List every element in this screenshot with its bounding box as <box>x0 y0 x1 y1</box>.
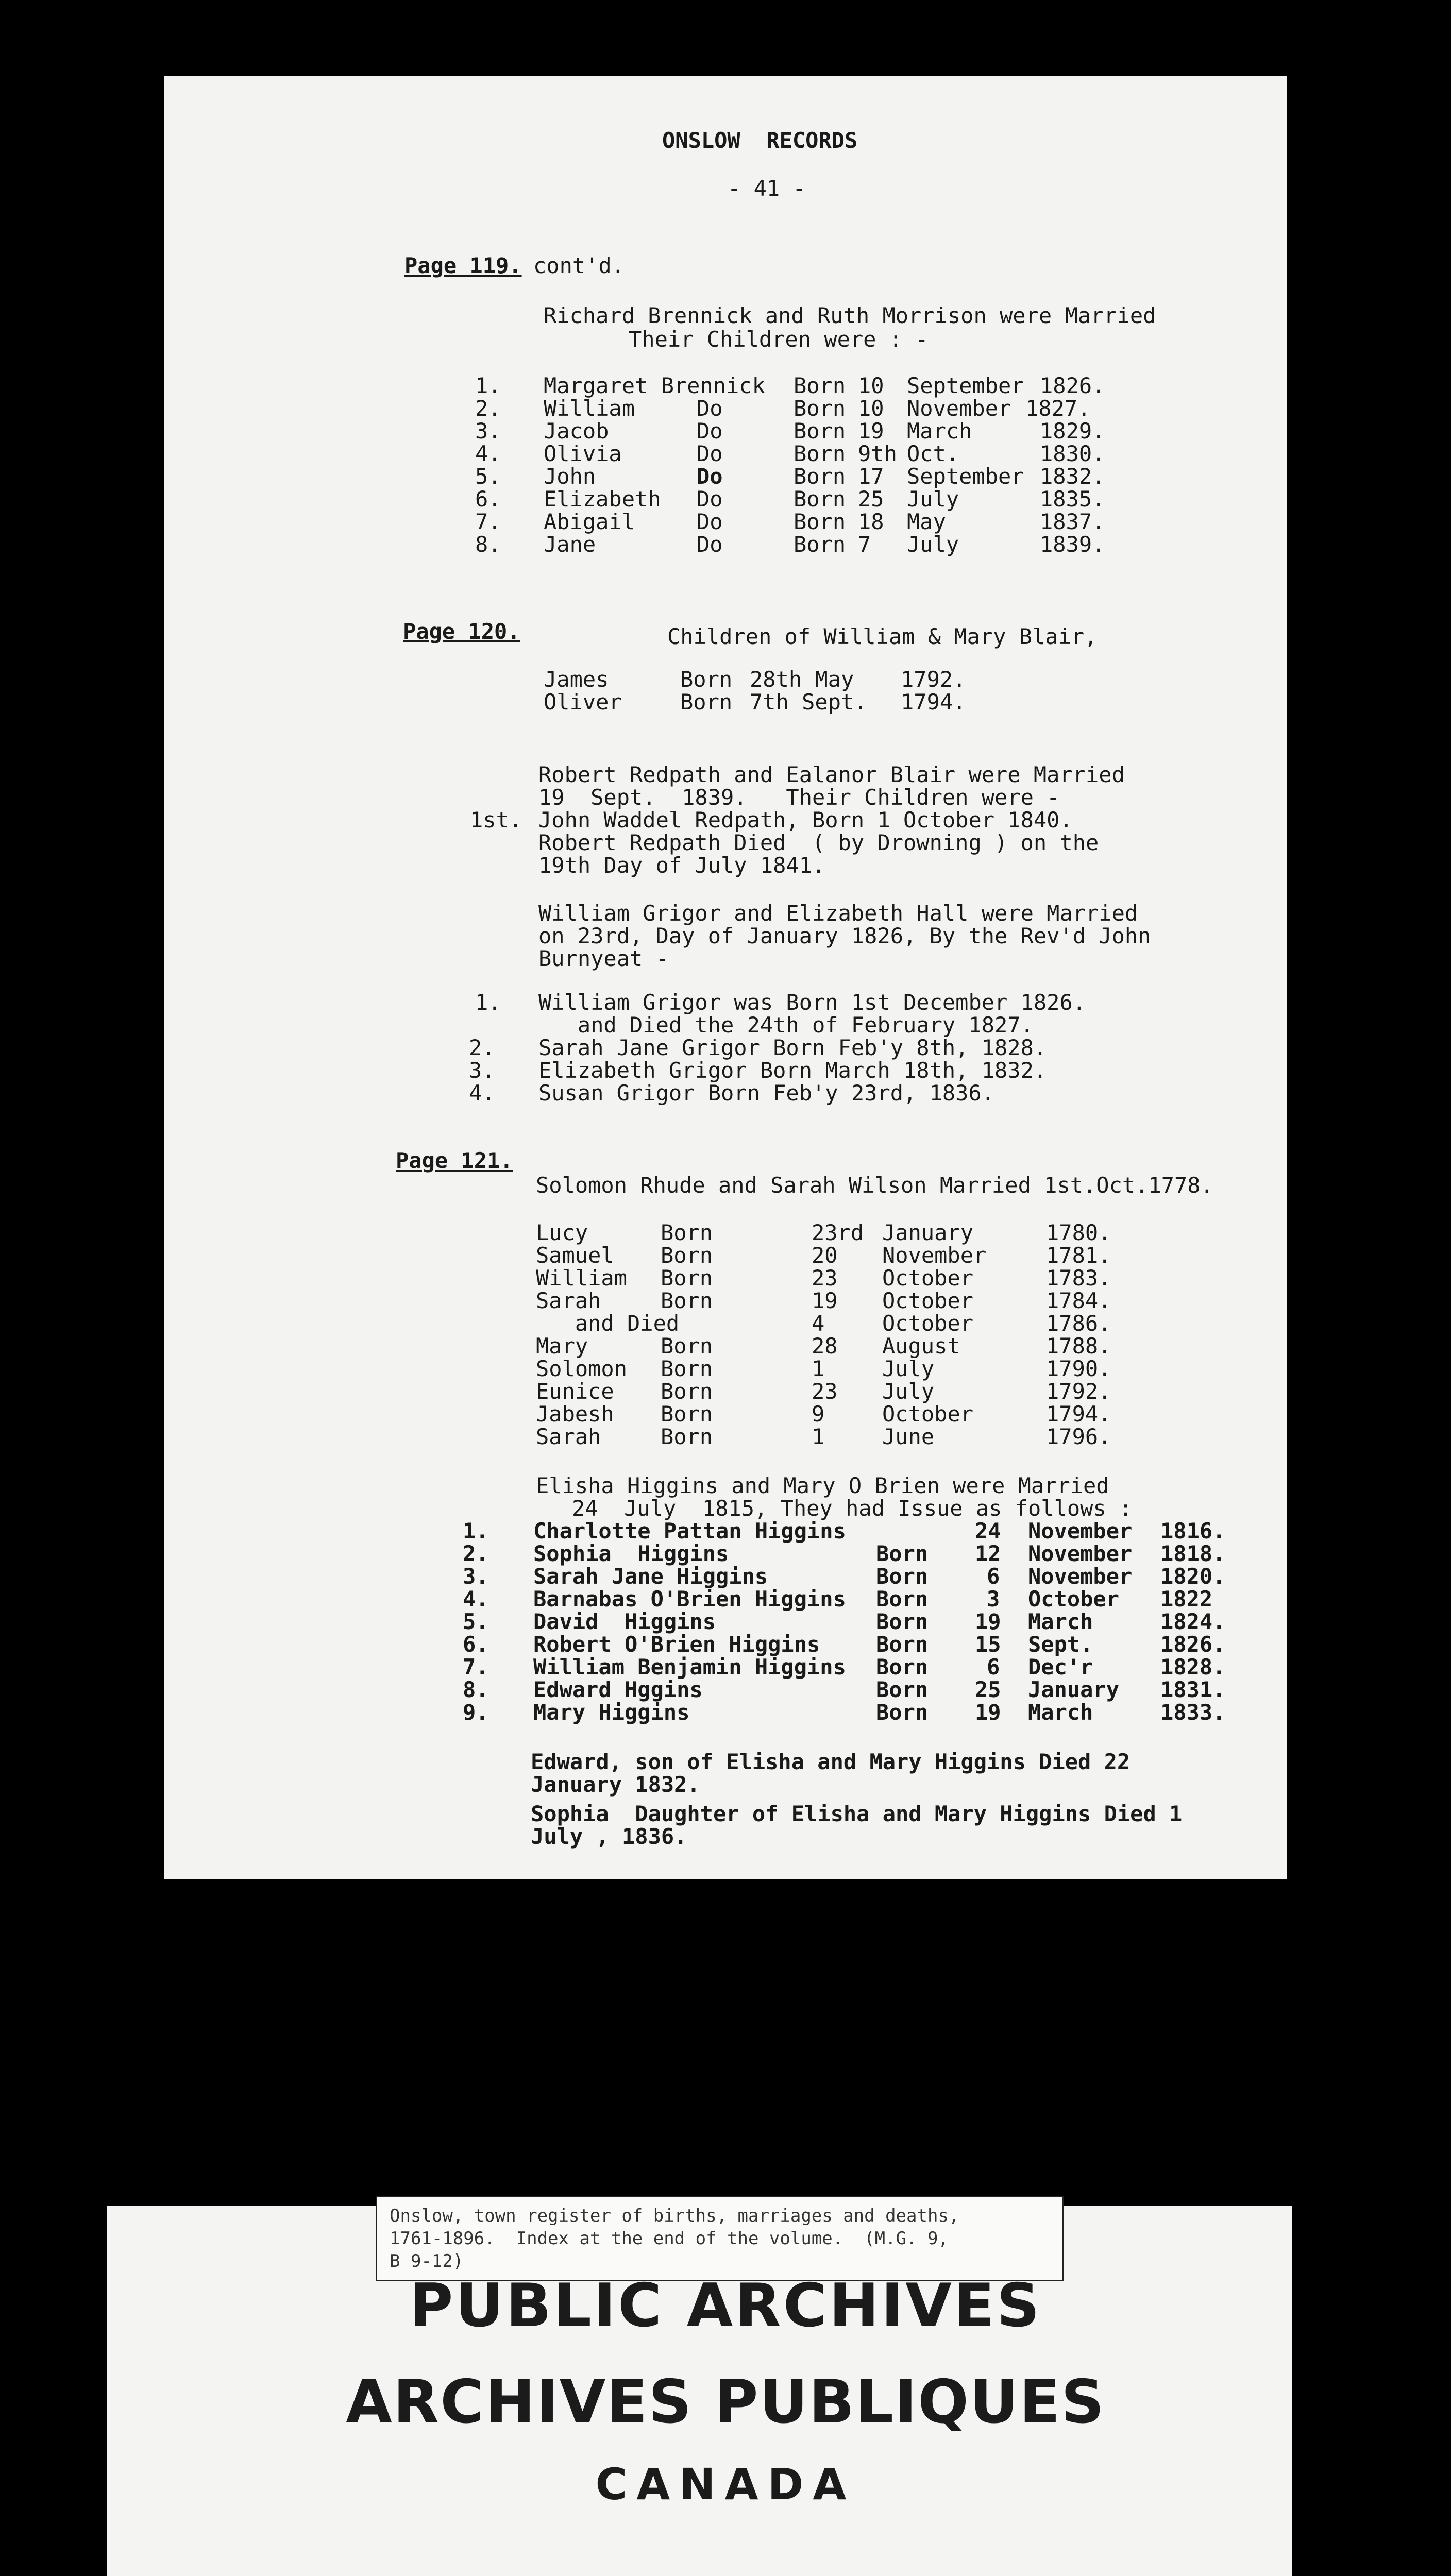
list-item-name: William <box>536 1265 628 1291</box>
list-item-name: Jabesh <box>536 1401 614 1427</box>
archives-country: CANADA <box>595 2459 856 2510</box>
list-item-born: Born <box>876 1564 929 1589</box>
list-item-name: Charlotte Pattan Higgins <box>533 1518 846 1544</box>
list-item-name: Abigail <box>544 509 635 534</box>
grigor-paragraph-line: on 23rd, Day of January 1826, By the Rev'd John <box>538 923 1151 948</box>
list-item-born: Born <box>876 1700 929 1725</box>
death-note-line: July , 1836. <box>531 1824 687 1849</box>
list-item-day: 19 <box>975 1609 1001 1634</box>
list-item-name: Olivia <box>544 441 622 466</box>
list-item-month: March <box>907 418 972 444</box>
slip-line: Onslow, town register of births, marriages and deaths, <box>390 2206 959 2226</box>
list-item-number: 5. <box>475 464 501 489</box>
list-item-number: 7. <box>475 509 501 534</box>
slip-line: B 9-12) <box>390 2251 464 2272</box>
list-item-name: William <box>544 396 635 421</box>
list-item-year: 1786. <box>1046 1311 1111 1336</box>
list-item-number: 2. <box>475 396 501 421</box>
list-item-ditto: Do <box>697 441 723 466</box>
death-note-line: Sophia Daughter of Elisha and Mary Higgins Died 1 <box>531 1801 1183 1826</box>
list-item-month: Sept. <box>1028 1632 1093 1657</box>
higgins-marriage-line: Elisha Higgins and Mary O Brien were Married <box>536 1473 1109 1498</box>
list-item-day: 24 <box>975 1518 1001 1544</box>
list-item-month: July <box>907 532 959 557</box>
list-item-number: 1. <box>463 1518 489 1544</box>
list-item-day: 25 <box>858 486 884 512</box>
list-item-number: 3. <box>475 418 501 444</box>
list-item-day: 10 <box>858 373 884 398</box>
list-item-ditto: Do <box>697 509 723 534</box>
redpath-paragraph-line: Robert Redpath Died ( by Drowning ) on the <box>538 830 1099 855</box>
list-item-year: 1837. <box>1040 509 1105 534</box>
list-item-number: 8. <box>475 532 501 557</box>
list-item-day: 25 <box>975 1677 1001 1702</box>
list-item-day: 19 <box>812 1288 838 1313</box>
list-item-year: 1824. <box>1160 1609 1226 1634</box>
list-item-name: Sarah <box>536 1288 601 1313</box>
list-item-name: Jane <box>544 532 596 557</box>
list-item-number: 4. <box>475 441 501 466</box>
list-item-name: Elizabeth <box>544 486 661 512</box>
list-item-month: October <box>882 1401 974 1427</box>
redpath-paragraph-line: 19 Sept. 1839. Their Children were - <box>538 785 1060 810</box>
list-item-name: Edward Hggins <box>533 1677 703 1702</box>
list-item-number: 5. <box>463 1609 489 1634</box>
list-item-born: Born <box>794 464 846 489</box>
list-item-name: Sophia Higgins <box>533 1541 729 1566</box>
list-item-month: Oct. <box>907 441 959 466</box>
list-item-day: 9 <box>812 1401 825 1427</box>
list-item-born: Born <box>876 1654 929 1680</box>
list-item-month: October <box>882 1288 974 1313</box>
page-119-label: Page 119. <box>404 253 522 278</box>
list-item-number: 6. <box>475 486 501 512</box>
list-item-name: Solomon <box>536 1356 628 1381</box>
list-item-name: Robert O'Brien Higgins <box>533 1632 820 1657</box>
list-item-day: 28 <box>812 1333 838 1359</box>
list-item-ditto: Do <box>697 418 723 444</box>
list-item-born: Born <box>794 532 846 557</box>
list-item-month: October <box>882 1265 974 1291</box>
list-item-number: 3. <box>463 1564 489 1589</box>
list-item-month: May <box>907 509 946 534</box>
rhude-marriage-line: Solomon Rhude and Sarah Wilson Married 1st.Oct.1778. <box>536 1173 1213 1198</box>
list-item-date: 28th May <box>750 667 854 692</box>
list-item-year: 1827. <box>1025 396 1091 421</box>
list-item-year: 1792. <box>1046 1379 1111 1404</box>
list-item-day: 6 <box>987 1564 1000 1589</box>
list-item-day: 17 <box>858 464 884 489</box>
list-item-number: 7. <box>463 1654 489 1680</box>
list-item-number: 8. <box>463 1677 489 1702</box>
list-item-text: Elizabeth Grigor Born March 18th, 1832. <box>538 1058 1047 1083</box>
redpath-first-child-number: 1st. <box>470 807 522 833</box>
list-item-born: Born <box>680 667 733 692</box>
death-note-line: January 1832. <box>531 1772 700 1797</box>
list-item-month: January <box>882 1220 974 1245</box>
catalogue-slip <box>376 2196 1064 2281</box>
list-item-born: Born <box>680 689 733 715</box>
list-item-month: August <box>882 1333 960 1359</box>
list-item-year: 1790. <box>1046 1356 1111 1381</box>
list-item-born: Born <box>876 1632 929 1657</box>
brennick-children-heading: Their Children were : - <box>629 327 929 352</box>
list-item-number: 4. <box>469 1080 495 1106</box>
list-item-ditto: Do <box>697 532 723 557</box>
list-item-name: John <box>544 464 596 489</box>
list-item-year: 1829. <box>1040 418 1105 444</box>
list-item-day: 18 <box>858 509 884 534</box>
brennick-marriage-line: Richard Brennick and Ruth Morrison were Married <box>544 303 1156 328</box>
records-title: ONSLOW RECORDS <box>662 128 858 153</box>
list-item-year: 1794. <box>901 689 966 715</box>
list-item-text: and Died the 24th of February 1827. <box>538 1012 1034 1038</box>
list-item-year: 1822 <box>1160 1586 1213 1612</box>
list-item-number: 4. <box>463 1586 489 1612</box>
archives-title-en: PUBLIC ARCHIVES <box>409 2271 1042 2341</box>
list-item-born: Born <box>794 486 846 512</box>
list-item-born: Born <box>876 1586 929 1612</box>
list-item-day: 19 <box>975 1700 1001 1725</box>
list-item-day: 15 <box>975 1632 1001 1657</box>
higgins-issue-heading: 24 July 1815, They had Issue as follows : <box>572 1496 1133 1521</box>
grigor-paragraph-line: Burnyeat - <box>538 946 669 971</box>
list-item-text: Sarah Jane Grigor Born Feb'y 8th, 1828. <box>538 1035 1047 1060</box>
list-item-year: 1796. <box>1046 1424 1111 1449</box>
archives-title-fr: ARCHIVES PUBLIQUES <box>346 2367 1105 2437</box>
list-item-name: Margaret Brennick <box>544 373 765 398</box>
list-item-name: William Benjamin Higgins <box>533 1654 846 1680</box>
list-item-day: 3 <box>987 1586 1000 1612</box>
list-item-day: 23 <box>812 1379 838 1404</box>
list-item-name: Oliver <box>544 689 622 715</box>
list-item-name: Mary <box>536 1333 588 1359</box>
list-item-date: 7th Sept. <box>750 689 867 715</box>
list-item-name: Sarah <box>536 1424 601 1449</box>
list-item-name: Sarah Jane Higgins <box>533 1564 768 1589</box>
list-item-month: March <box>1028 1700 1093 1725</box>
list-item-year: 1831. <box>1160 1677 1226 1702</box>
list-item-year: 1833. <box>1160 1700 1226 1725</box>
list-item-year: 1839. <box>1040 532 1105 557</box>
list-item-day: 23rd <box>812 1220 864 1245</box>
list-item-year: 1826. <box>1160 1632 1226 1657</box>
list-item-month: October <box>1028 1586 1120 1612</box>
list-item-year: 1783. <box>1046 1265 1111 1291</box>
list-item-day: 4 <box>812 1311 825 1336</box>
list-item-month: July <box>882 1356 935 1381</box>
list-item-year: 1794. <box>1046 1401 1111 1427</box>
list-item-text: Susan Grigor Born Feb'y 23rd, 1836. <box>538 1080 995 1106</box>
list-item-year: 1816. <box>1160 1518 1226 1544</box>
list-item-born: Born <box>876 1609 929 1634</box>
list-item-month: July <box>882 1379 935 1404</box>
list-item-year: 1792. <box>901 667 966 692</box>
list-item-born: Born <box>661 1288 713 1313</box>
list-item-number: 1. <box>475 373 501 398</box>
list-item-month: March <box>1028 1609 1093 1634</box>
list-item-born: Born <box>794 373 846 398</box>
page-121-label: Page 121. <box>396 1148 513 1173</box>
list-item-year: 1828. <box>1160 1654 1226 1680</box>
redpath-paragraph-line: 19th Day of July 1841. <box>538 853 825 878</box>
redpath-paragraph-line: Robert Redpath and Ealanor Blair were Married <box>538 762 1125 787</box>
list-item-year: 1830. <box>1040 441 1105 466</box>
list-item-day: 19 <box>858 418 884 444</box>
list-item-born: Born <box>794 441 846 466</box>
list-item-year: 1818. <box>1160 1541 1226 1566</box>
list-item-month: November <box>1028 1541 1133 1566</box>
list-item-number: 2. <box>463 1541 489 1566</box>
list-item-name: Barnabas O'Brien Higgins <box>533 1586 846 1612</box>
list-item-day: 12 <box>975 1541 1001 1566</box>
list-item-year: 1781. <box>1046 1243 1111 1268</box>
list-item-name: Eunice <box>536 1379 614 1404</box>
list-item-born: Born <box>661 1243 713 1268</box>
list-item-name: David Higgins <box>533 1609 716 1634</box>
list-item-born: Born <box>794 509 846 534</box>
list-item-ditto: Do <box>697 396 723 421</box>
list-item-day: 6 <box>987 1654 1000 1680</box>
list-item-name: Jacob <box>544 418 609 444</box>
list-item-year: 1780. <box>1046 1220 1111 1245</box>
list-item-born: Born <box>794 396 846 421</box>
list-item-name: Lucy <box>536 1220 588 1245</box>
list-item-day: 7 <box>858 532 871 557</box>
list-item-number: 1. <box>475 990 501 1015</box>
list-item-month: September <box>907 464 1024 489</box>
list-item-month: November <box>1028 1518 1133 1544</box>
list-item-month: November <box>882 1243 987 1268</box>
list-item-year: 1820. <box>1160 1564 1226 1589</box>
list-item-text: William Grigor was Born 1st December 1826. <box>538 990 1086 1015</box>
list-item-month: June <box>882 1424 935 1449</box>
list-item-born: Born <box>661 1401 713 1427</box>
list-item-year: 1784. <box>1046 1288 1111 1313</box>
list-item-name: and Died <box>536 1311 680 1336</box>
list-item-born: Born <box>661 1356 713 1381</box>
list-item-day: 10 <box>858 396 884 421</box>
list-item-born: Born <box>661 1379 713 1404</box>
list-item-number: 2. <box>469 1035 495 1060</box>
list-item-day: 1 <box>812 1424 825 1449</box>
blair-children-heading: Children of William & Mary Blair, <box>667 624 1098 649</box>
page-number: - 41 - <box>728 176 806 201</box>
list-item-born: Born <box>876 1541 929 1566</box>
list-item-born: Born <box>794 418 846 444</box>
list-item-number: 6. <box>463 1632 489 1657</box>
list-item-name: Samuel <box>536 1243 614 1268</box>
list-item-month: July <box>907 486 959 512</box>
list-item-year: 1826. <box>1040 373 1105 398</box>
list-item-ditto: Do <box>697 464 723 489</box>
list-item-born: Born <box>876 1677 929 1702</box>
page-119-contd: cont'd. <box>533 253 625 278</box>
slip-line: 1761-1896. Index at the end of the volume. (M.G. 9, <box>390 2228 949 2249</box>
list-item-day: 20 <box>812 1243 838 1268</box>
list-item-year: 1832. <box>1040 464 1105 489</box>
list-item-day: 23 <box>812 1265 838 1291</box>
grigor-paragraph-line: William Grigor and Elizabeth Hall were Married <box>538 901 1138 926</box>
list-item-born: Born <box>661 1265 713 1291</box>
list-item-day: 1 <box>812 1356 825 1381</box>
list-item-name: Mary Higgins <box>533 1700 690 1725</box>
list-item-month: October <box>882 1311 974 1336</box>
list-item-born: Born <box>661 1333 713 1359</box>
page-120-label: Page 120. <box>403 619 520 644</box>
list-item-month: Dec'r <box>1028 1654 1093 1680</box>
redpath-paragraph-line: John Waddel Redpath, Born 1 October 1840. <box>538 807 1073 833</box>
list-item-month: September <box>907 373 1024 398</box>
list-item-year: 1835. <box>1040 486 1105 512</box>
list-item-number: 3. <box>469 1058 495 1083</box>
list-item-month: November <box>907 396 1011 421</box>
list-item-month: November <box>1028 1564 1133 1589</box>
list-item-ditto: Do <box>697 486 723 512</box>
death-note-line: Edward, son of Elisha and Mary Higgins Died 22 <box>531 1749 1131 1774</box>
list-item-born: Born <box>661 1424 713 1449</box>
list-item-month: January <box>1028 1677 1120 1702</box>
list-item-year: 1788. <box>1046 1333 1111 1359</box>
list-item-number: 9. <box>463 1700 489 1725</box>
list-item-name: James <box>544 667 609 692</box>
list-item-day: 9th <box>858 441 897 466</box>
list-item-born: Born <box>661 1220 713 1245</box>
